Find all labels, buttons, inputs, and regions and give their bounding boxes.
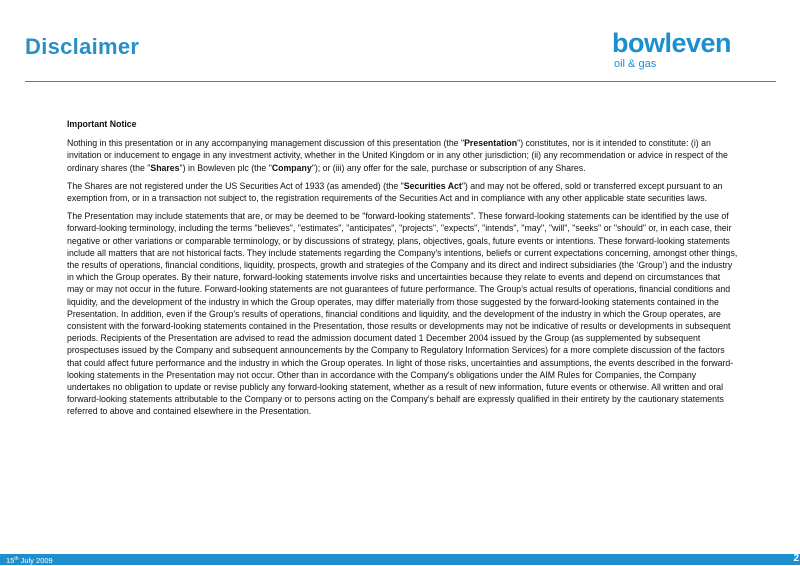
p1-text-e: ") in Bowleven plc (the " bbox=[179, 162, 272, 173]
slide-header bbox=[0, 0, 800, 80]
slide-footer bbox=[0, 554, 800, 565]
disclaimer-body bbox=[67, 118, 739, 424]
bowleven-logo bbox=[612, 28, 752, 74]
notice-heading: Important Notice bbox=[67, 119, 137, 129]
page-number: 2 bbox=[793, 553, 799, 564]
p1-text-g: "); or (iii) any offer for the sale, purchase or subscription of any Shares. bbox=[311, 162, 586, 173]
date-day: 15 bbox=[6, 556, 15, 565]
paragraph-securities-act bbox=[67, 180, 739, 204]
header-divider bbox=[25, 81, 776, 82]
p1-text-c: ") constitutes, nor is it intended to constitute: (i) an invitation or inducement to engage in any investment activity, whether in the United Kingdom or in any other jurisdiction; (ii) any recommendation or advice in respect of the ordinary shares (the " bbox=[67, 138, 728, 173]
date-month-year: July 2009 bbox=[18, 556, 53, 565]
paragraph-forward-looking: The Presentation may include statements that are, or may be deemed to be "forward-looking statements". These forward-looking statements can be identified by the use of forward-looking terminology, including the terms "believes", "estimates", "anticipates", "projects", "expects", "intends", "may", "will", "seeks" or "should" or, in each case, their negative or other variations or comparable terminology, or by discussions of strategy, plans, objectives, goals, future events or intentions. These forward-looking statements include all matters that are not historical facts. They include statements regarding the Company's intentions, beliefs or current expectations concerning, amongst other things, the results of operations, financial conditions, liquidity, prospects, growth and strategies of the Company and its direct and indirect subsidiaries (the ‘Group’) and the industry in which the Group operates. By their nature, forward-looking statements involve risks and uncertainties because they relate to events and depend on circumstances that may or may not occur in the future. Forward-looking statements are not guarantees of future performance. The Group’s actual results of operations, financial conditions and liquidity, and the development of the industry in which the Group operates, may differ materially from those suggested by the forward-looking statements contained in the Presentation. In addition, even if the Group’s results of operations, financial conditions and liquidity, and the development of the industry in which the Group operates, are consistent with the forward-looking statements contained in the Presentation, those results or developments may not be indicative of results or developments in subsequent periods. Recipients of the Presentation are advised to read the admission document dated 1 December 2004 issued by the Group (as supplemented by subsequent prospectuses issued by the Company and subsequent announcements by the Company to Regulatory Information Services) for a more complete discussion of the factors that could affect future performance and the industry in which the Group operates. In light of those risks, uncertainties and assumptions, the events described in the forward-looking statements in the Presentation may not occur. Other than in accordance with the Company's obligations under the AIM Rules for Companies, the Company undertakes no obligation to update or revise publicly any forward-looking statement, whether as a result of new information, future events or otherwise. All written and oral forward-looking statements attributable to the Company or to persons acting on the Company's behalf are expressly qualified in their entirety by the cautionary statements referred to above and contained elsewhere in the Presentation. bbox=[67, 211, 738, 417]
p1-term-company: Company bbox=[271, 162, 312, 173]
footer-date bbox=[6, 554, 53, 566]
p1-text-a: Nothing in this presentation or in any accompanying management discussion of this presentation (the " bbox=[67, 138, 465, 149]
p2-text-a: The Shares are not registered under the US Securities Act of 1933 (as amended) (the " bbox=[67, 180, 404, 191]
logo-wordmark: bowleven bbox=[612, 28, 732, 58]
logo-tagline: oil & gas bbox=[614, 58, 657, 70]
paragraph-presentation bbox=[67, 137, 739, 174]
page-title: Disclaimer bbox=[25, 34, 140, 59]
p1-term-presentation: Presentation bbox=[464, 138, 518, 149]
p2-term-securities-act: Securities Act bbox=[403, 180, 462, 191]
p1-term-shares: Shares bbox=[150, 162, 180, 173]
date-suffix: th bbox=[14, 556, 19, 562]
p2-text-c: ") and may not be offered, sold or transferred except pursuant to an exemption from, or in a transaction not subject to, the registration requirements of the Securities Act and in compliance with any other applicable state securities laws. bbox=[67, 180, 723, 204]
